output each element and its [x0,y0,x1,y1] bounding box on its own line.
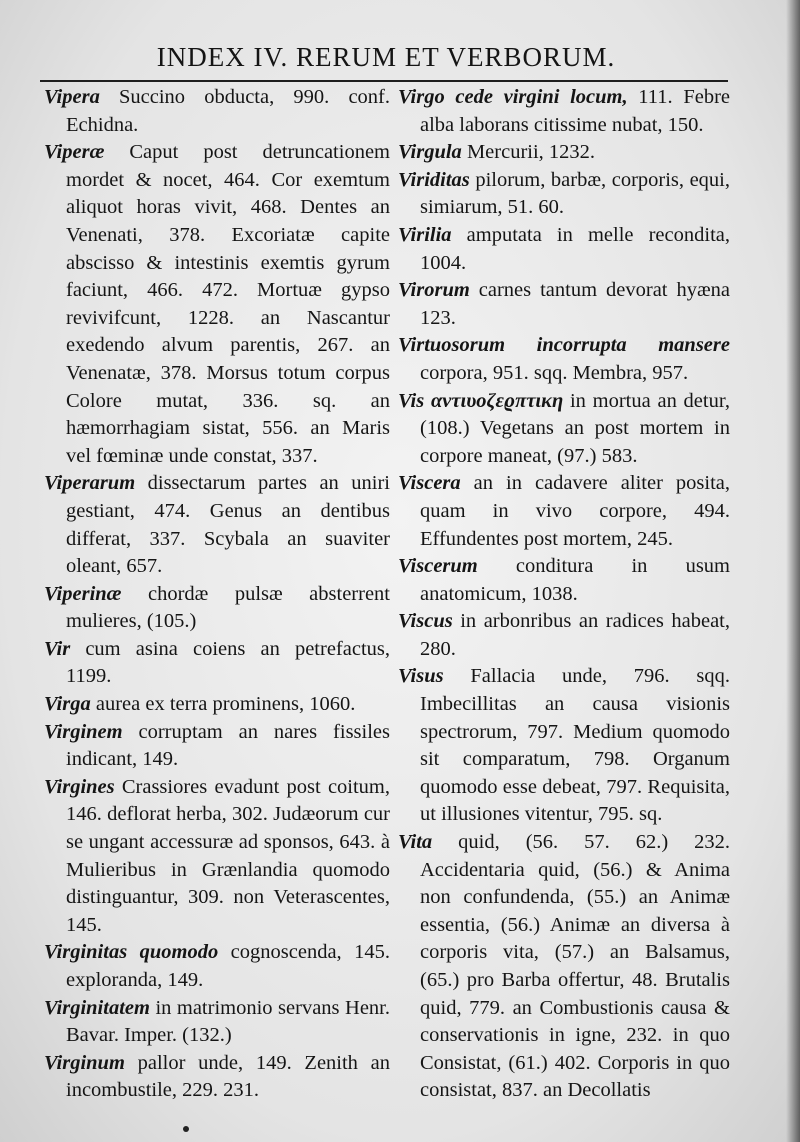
entry-text: pallor unde, 149. Zenith an incombustile, 229. 231. [66,1051,390,1102]
index-entry [44,636,390,691]
index-entry [44,1050,390,1105]
left-column [44,84,390,1105]
entry-headword: Viscus [398,610,453,633]
index-entry [398,388,730,471]
entry-headword: Viperinæ [44,582,122,605]
entry-headword: Virga [44,693,91,716]
entry-headword: Viriditas [398,168,470,191]
entry-headword: Vita [398,831,433,854]
entry-headword: Virginitas quomodo [44,941,219,964]
entry-headword: Viperarum [44,472,136,495]
page-header: INDEX IV. RERUM ET VERBORUM. [156,42,616,72]
entry-text: Crassiores evadunt post coitum, 146. deflorat herba, 302. Judæorum cur se ungant accessuræ ad sponsos, 643. à Mulieribus in Grænlandia quomodo distinguantur, 309. non Veterascentes, 145. [66,775,390,936]
index-entry [44,995,390,1050]
index-entry [398,332,730,387]
index-entry [44,139,390,470]
index-entry [398,84,730,139]
index-entry [44,774,390,940]
entry-text: corruptam an nares fissiles indicant, 149. [66,720,390,771]
entry-text: chordæ pulsæ absterrent mulieres, (105.) [66,582,390,633]
header-rule [40,80,728,82]
index-entry [44,719,390,774]
entry-headword: Virorum [398,279,470,302]
page-spine-shadow [786,0,800,1142]
entry-text: Succino obducta, 990. conf. Echidna. [66,86,390,136]
entry-text: in arbonribus an radices habeat, 280. [420,610,730,660]
entry-headword: Visus [398,665,444,688]
entry-headword: Vir [44,637,71,660]
ink-dot [183,1126,189,1132]
index-entry [398,139,730,167]
entry-text: aurea ex terra prominens, 1060. [90,693,356,716]
entry-text: Fallacia unde, 796. sqq. Imbecillitas an causa visionis spectrorum, 797. Medium quomodo sit comparatum, 798. Organum quomodo esse debeat, 797. Requisita, ut illusiones vitentur, 795. sq. [420,665,730,826]
entry-text: in matrimonio servans Henr. Bavar. Imper. (132.) [66,996,390,1047]
entry-headword: Virtuosorum incorrupta mansere [398,334,730,357]
entry-headword: Virilia [398,223,452,246]
entry-text: Caput post detruncationem mordet & nocet, 464. Cor exemtum aliquot horas vivit, 468. Dentes an Venenati, 378. Excoriatæ capite abscisso & intestinis exemtis gyrum faciunt, 466. 472. Mortuæ gypso revivifcunt, 1228. an Nascantur exedendo alvum parentis, 267. an Venenatæ, 378. Morsus totum corpus Colore mutat, 336. sq. an hæmorrhagiam sistat, 556. an Maris vel fœminæ unde constat, 337. [66,141,390,467]
entry-text: dissectarum partes an uniri gestiant, 474. Genus an dentibus differat, 337. Scybala an suaviter oleant, 657. [66,472,390,578]
index-entry [44,581,390,636]
index-entry [398,277,730,332]
entry-text: in mortua an detur, (108.) Vegetans an post mortem in corpore maneat, (97.) 583. [420,389,730,467]
index-entry [44,470,390,580]
entry-text: cognoscenda, 145. exploranda, 149. [66,941,391,991]
index-entry [398,470,730,553]
entry-text: carnes tantum devorat hyæna 123. [420,279,730,329]
index-entry [44,939,390,994]
right-column [398,84,730,1105]
entry-text: corpora, 951. sqq. Membra, 957. [420,361,689,384]
entry-text: conditura in usum anatomicum, 1038. [420,555,730,605]
index-entry [398,663,730,829]
entry-text: an in cadavere aliter posita, quam in vivo corpore, 494. Effundentes post mortem, 245. [420,472,730,550]
index-entry [398,222,730,277]
entry-headword: Virginitatem [44,996,150,1019]
entry-text: cum asina coiens an petrefactus, 1199. [66,637,390,688]
entry-headword: Viscerum [398,555,478,578]
index-entry [398,608,730,663]
index-entry [398,829,730,1105]
index-entry [44,84,390,139]
entry-text: Mercurii, 1232. [461,141,596,164]
entry-headword: Virgines [44,775,115,798]
index-entry [398,167,730,222]
index-entry [44,691,390,719]
entry-headword: Virginum [44,1051,125,1074]
entry-text: amputata in melle recondita, 1004. [420,223,730,274]
entry-headword: Virginem [44,720,123,743]
entry-headword: Virgo cede virgini locum, [398,86,628,108]
entry-text: pilorum, barbæ, corporis, equi, simiarum, 51. 60. [420,168,730,219]
entry-headword: Viscera [398,472,461,495]
entry-headword: Virgula [398,141,462,164]
index-entry [398,553,730,608]
entry-headword: Vis αντιυοζεϱπτικη [398,389,564,412]
entry-headword: Viperæ [44,141,105,164]
entry-text: quid, (56. 57. 62.) 232. Accidentaria quid, (56.) & Anima non confundenda, (55.) an Animæ essentia, (56.) Animæ an diversa à corporis vita, (57.) an Balsamus, (65.) pro Barba offertur, 48. Brutalis quid, 779. an Combustionis causa & conservationis in igne, 232. in quo Consistat, (61.) 402. Corporis in quo consistat, 837. an Decollatis [420,831,730,1102]
entry-text: 111. Febre alba laborans citissime nubat, 150. [420,86,731,136]
entry-headword: Vipera [44,86,100,108]
